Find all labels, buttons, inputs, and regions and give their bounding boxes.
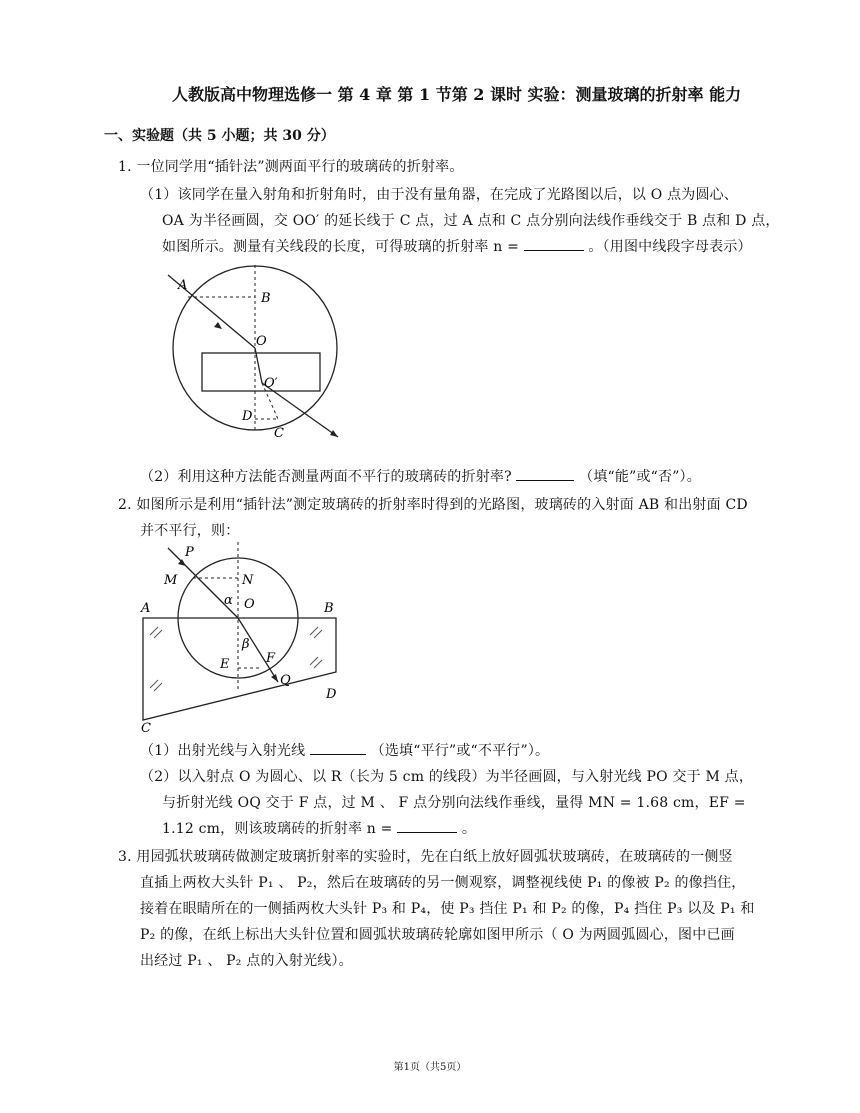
q2-label-alpha: α [224,593,233,608]
q1-answer-blank-1[interactable] [524,236,584,251]
q2-part2-text: 1.12 cm，则该玻璃砖的折射率 n = [162,821,393,837]
q1-label-B: B [261,291,271,306]
q2-label-D: D [326,687,337,702]
q1-label-A: A [178,278,188,293]
q1-label-D: D [242,409,253,424]
q1-part2-text: （2）利用这种方法能否测量两面不平行的玻璃砖的折射率? [140,469,512,485]
q1-emergent-arrow [330,430,338,437]
q2-label-N: N [242,573,254,588]
q1-stem: 1. 一位同学用“插针法”测两面平行的玻璃砖的折射率。 [118,159,464,175]
q2-part1-text: （1）出射光线与入射光线 [140,743,306,759]
q2-part2-line1: （2）以入射点 O 为圆心、以 R（长为 5 cm 的线段）为半径画圆，与入射光线 PO 交于 M 点， [140,769,754,785]
q1-label-O: O [256,334,267,349]
q2-part2-tail: 。 [461,821,477,837]
q2-part1-line [140,740,549,760]
q2-label-O: O [244,597,255,612]
q2-label-B: B [324,601,334,616]
q1-label-C: C [274,426,284,441]
q2-label-Q: Q [280,673,291,688]
q3-line5: 出经过 P₁ 、 P₂ 点的入射光线）。 [140,953,353,969]
q1-figure [160,265,360,445]
q2-part1-tail: （选填“平行”或“不平行”）。 [370,743,550,759]
q2-label-M: M [164,573,178,588]
q1-part2-line [140,466,701,486]
q2-stem-line2: 并不平行，则： [140,523,240,539]
q2-label-E: E [220,657,230,672]
q2-part2-line2: 与折射光线 OQ 交于 F 点，过 M 、 F 点分别向法线作垂线，量得 MN = 1.68 cm，EF = [162,795,746,811]
q1-part2-tail: （填“能”或“否”）。 [579,469,701,485]
q2-refracted-arrow [271,674,278,682]
q2-answer-blank-2[interactable] [397,818,457,833]
q3-line4: P₂ 的像，在纸上标出大头针位置和圆弧状玻璃砖轮廓如图甲所示（ O 为两圆弧圆心，图中已画 [140,927,735,943]
page-footer: 第1页（共5页） [393,1062,467,1073]
q2-label-A: A [141,601,151,616]
q2-figure [138,540,348,735]
q1-answer-blank-2[interactable] [516,466,574,481]
q3-line3: 接着在眼睛所在的一侧插两枚大头针 P₃ 和 P₄，使 P₃ 挡住 P₁ 和 P₂ 的像，P₄ 挡住 P₃ 以及 P₁ 和 [140,901,755,917]
q3-line1: 3. 用园弧状玻璃砖做测定玻璃折射率的实验时，先在白纸上放好圆弧状玻璃砖，在玻璃砖的一侧竖 [118,849,733,865]
q1-part1-text: 如图所示。测量有关线段的长度，可得玻璃的折射率 n = [162,239,520,255]
section-heading: 一、实验题（共 5 小题；共 30 分） [104,128,335,144]
q1-part1-line2: OA 为半径画圆，交 OO′ 的延长线于 C 点，过 A 点和 C 点分别向法线作垂线交于 B 点和 D 点， [162,213,780,229]
q1-glass-brick [202,353,320,391]
q2-stem-line1: 2. 如图所示是利用“插针法”测定玻璃砖的折射率时得到的光路图，玻璃砖的入射面 AB 和出射面 CD [118,497,748,513]
q1-label-O-prime: O′ [264,376,278,391]
q1-part1-line3 [162,236,752,256]
q2-label-F: F [266,651,276,666]
page-title: 人教版高中物理选修一 第 4 章 第 1 节第 2 课时 实验：测量玻璃的折射率 能力 [172,85,742,104]
q2-label-beta: β [242,637,250,652]
q2-label-C: C [141,721,151,735]
q1-part1-tail: 。（用图中线段字母表示） [588,239,752,255]
q2-glass-brick [143,618,336,720]
q2-part2-line3 [162,818,476,838]
q3-line2: 直插上两枚大头针 P₁ 、 P₂，然后在玻璃砖的另一侧观察，调整视线使 P₁ 的像被 P₂ 的像挡住， [140,875,746,891]
q2-answer-blank-1[interactable] [310,740,366,755]
q2-label-P: P [185,545,194,560]
q1-part1-line1: （1）该同学在量入射角和折射角时，由于没有量角器，在完成了光路图以后，以 O 点为圆心、 [140,187,739,203]
q1-incident-arrow [214,322,222,329]
